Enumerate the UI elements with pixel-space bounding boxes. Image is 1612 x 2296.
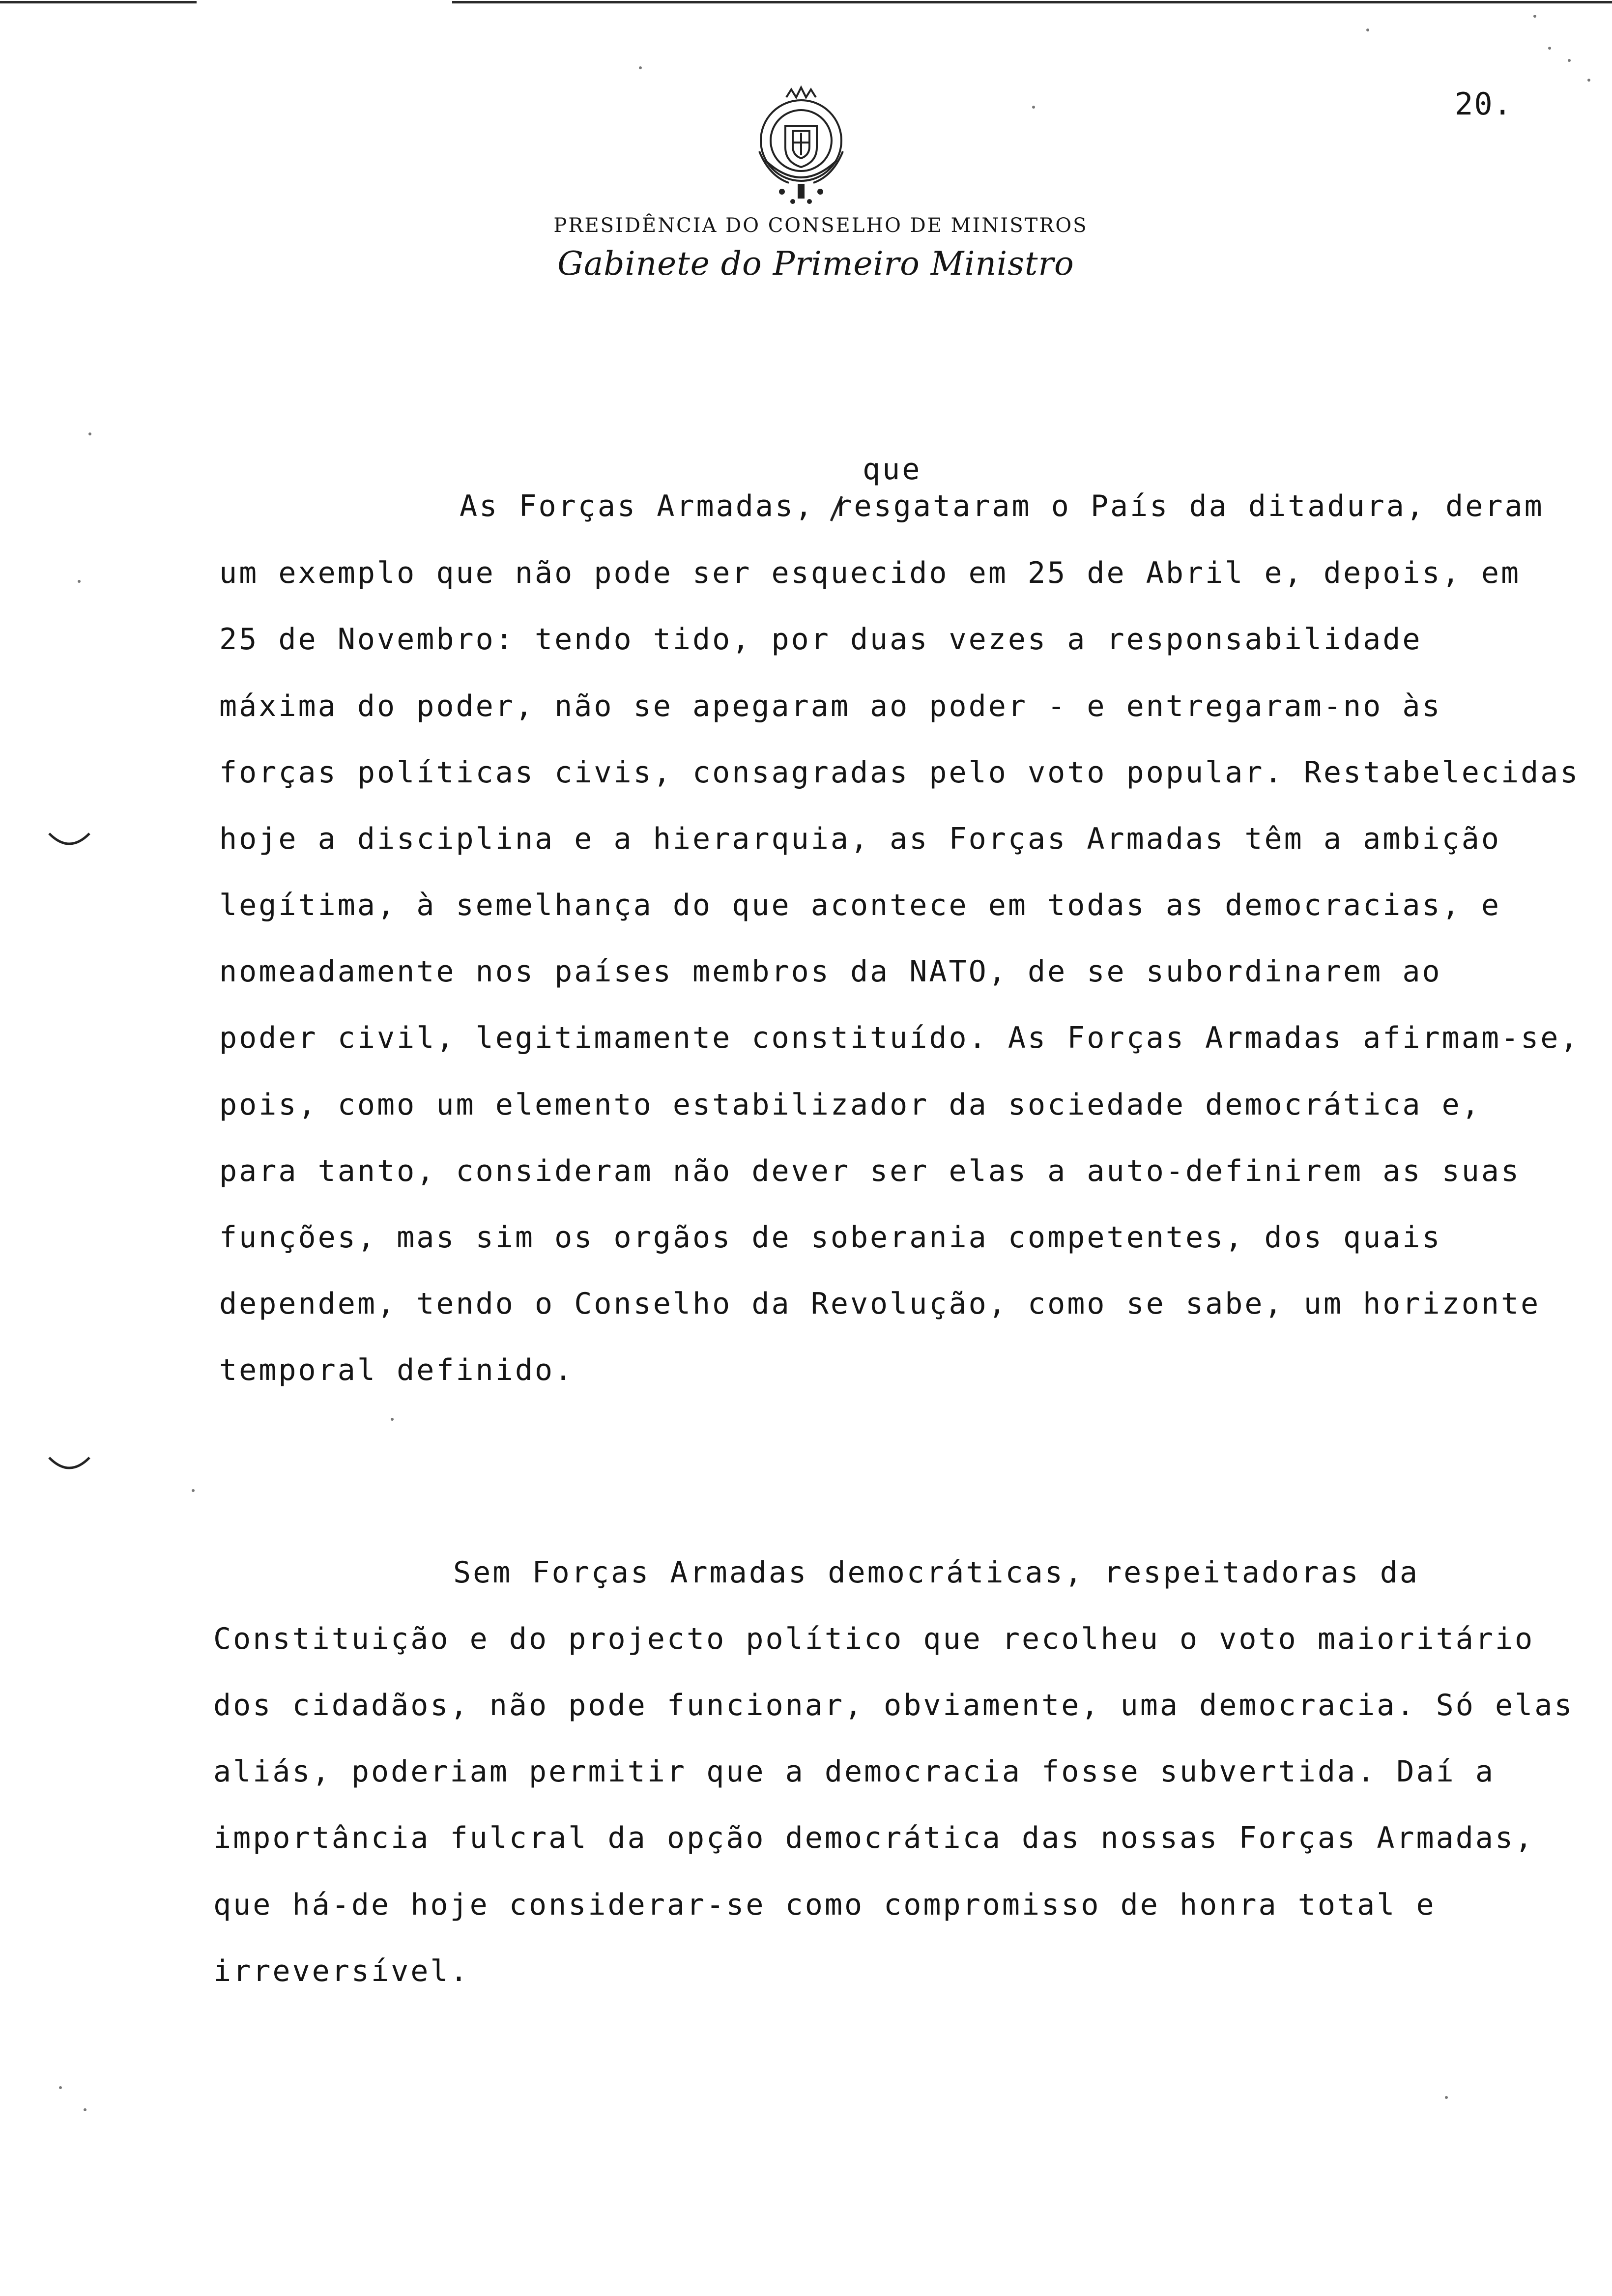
coat-of-arms-seal	[740, 78, 863, 210]
paragraph-1-line: hoje a disciplina e a hierarquia, as Forças Armadas têm a ambição	[219, 822, 1501, 856]
paragraph-1-line: para tanto, consideram não dever ser elas a auto-definirem as suas	[219, 1154, 1521, 1188]
handwritten-insertion: que	[863, 452, 922, 487]
scan-speck	[1032, 106, 1035, 109]
scan-speck	[84, 2108, 86, 2111]
paragraph-2-line: irreversível.	[213, 1954, 470, 1988]
paragraph-1-line: forças políticas civis, consagradas pelo voto popular. Restabelecidas	[219, 755, 1580, 790]
paragraph-1-line: temporal definido.	[219, 1353, 575, 1387]
paragraph-2-line: Sem Forças Armadas democráticas, respeitadoras da	[453, 1555, 1420, 1590]
scan-speck	[1587, 79, 1590, 82]
scan-speck	[391, 1418, 394, 1421]
scan-speck	[78, 580, 81, 583]
paragraph-1-line: legítima, à semelhança do que acontece em todas as democracias, e	[219, 888, 1501, 922]
scan-speck	[1533, 15, 1536, 18]
scan-edge-line-right	[452, 1, 1612, 3]
cabinet-subheading: Gabinete do Primeiro Ministro	[557, 245, 1074, 283]
paragraph-1-line: 25 de Novembro: tendo tido, por duas vezes a responsabilidade	[219, 622, 1422, 657]
paragraph-1-line: máxima do poder, não se apegaram ao poder - e entregaram-no às	[219, 689, 1442, 723]
paragraph-2-line: aliás, poderiam permitir que a democracia fosse subvertida. Daí a	[213, 1754, 1495, 1789]
scan-speck	[59, 2086, 62, 2089]
paragraph-2-line: importância fulcral da opção democrática das nossas Forças Armadas,	[213, 1821, 1535, 1855]
paragraph-1-line: um exemplo que não pode ser esquecido em 25 de Abril e, depois, em	[219, 556, 1521, 590]
paragraph-1-line: poder civil, legitimamente constituído. As Forças Armadas afirmam-se,	[219, 1021, 1580, 1055]
paragraph-1-line: As Forças Armadas, resgataram o País da ditadura, deram	[460, 489, 1544, 523]
paragraph-1-line: dependem, tendo o Conselho da Revolução, como se sabe, um horizonte	[219, 1287, 1541, 1321]
paragraph-1-line: nomeadamente nos países membros da NATO, de se subordinarem ao	[219, 954, 1442, 989]
paragraph-1-line: funções, mas sim os orgãos de soberania competentes, dos quais	[219, 1220, 1442, 1255]
paragraph-2-line: que há-de hoje considerar-se como compromisso de honra total e	[213, 1888, 1436, 1922]
punch-hole-mark	[47, 1455, 91, 1474]
scan-speck	[1568, 59, 1571, 62]
scan-speck	[1445, 2096, 1448, 2099]
scan-speck	[1548, 47, 1551, 50]
paragraph-1-line: pois, como um elemento estabilizador da sociedade democrática e,	[219, 1088, 1481, 1122]
paragraph-2-line: dos cidadãos, não pode funcionar, obviamente, uma democracia. Só elas	[213, 1688, 1574, 1722]
punch-hole-mark	[47, 831, 91, 850]
paragraph-2-line: Constituição e do projecto político que recolheu o voto maioritário	[213, 1622, 1535, 1656]
scan-speck	[1366, 29, 1369, 31]
scan-edge-line-left	[0, 1, 197, 3]
institution-heading: PRESIDÊNCIA DO CONSELHO DE MINISTROS	[553, 214, 1088, 237]
page-number: 20.	[1455, 86, 1513, 122]
scan-speck	[88, 432, 91, 435]
scan-speck	[192, 1489, 195, 1492]
scan-speck	[639, 66, 642, 69]
